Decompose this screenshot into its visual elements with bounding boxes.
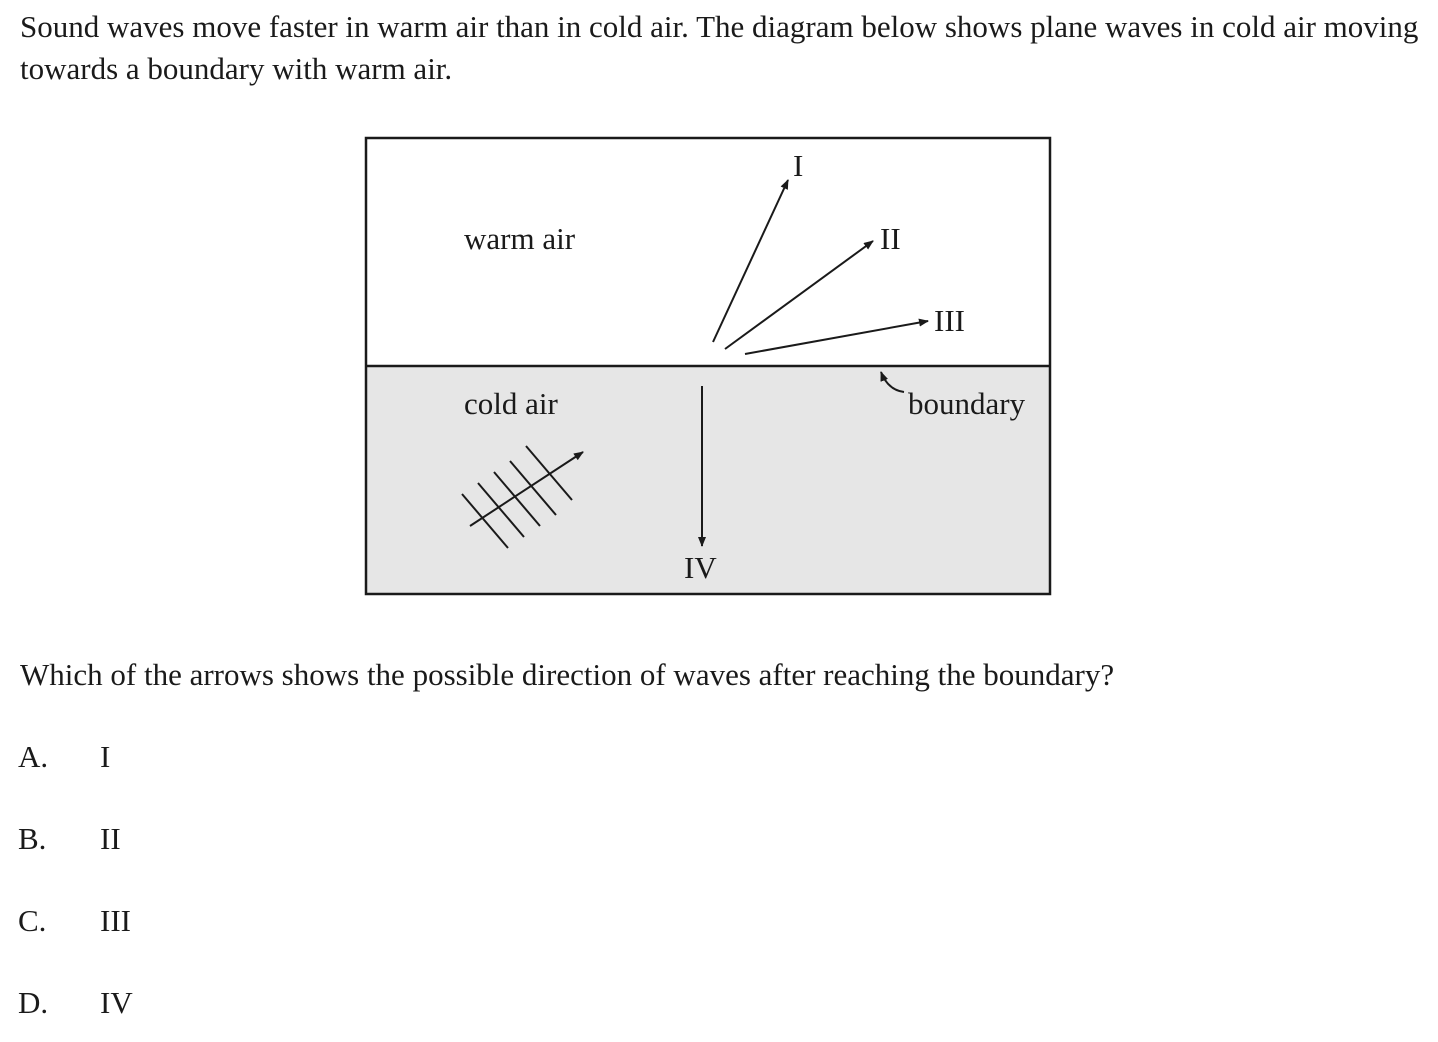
- option-d[interactable]: [18, 982, 133, 1024]
- option-d-letter: D.: [18, 985, 49, 1020]
- question-text: Which of the arrows shows the possible direction of waves after reaching the boundary?: [20, 657, 1115, 692]
- option-c-text: III: [100, 903, 131, 938]
- intro-text: Sound waves move faster in warm air than in cold air. The diagram below shows plane waves in cold air moving towards a boundary with warm air.: [20, 9, 1419, 86]
- arrow-iv-label: IV: [684, 550, 717, 585]
- cold-air-label: cold air: [464, 386, 558, 421]
- option-b-text: II: [100, 821, 121, 856]
- option-c-letter: C.: [18, 903, 47, 938]
- option-a-letter: A.: [18, 739, 49, 774]
- option-a-text: I: [100, 739, 111, 774]
- option-a[interactable]: [18, 736, 110, 778]
- option-d-text: IV: [100, 985, 133, 1020]
- option-c[interactable]: [18, 900, 131, 942]
- arrow-ii-label: II: [880, 221, 901, 256]
- option-b[interactable]: [18, 818, 121, 860]
- boundary-label: boundary: [908, 386, 1026, 421]
- option-b-letter: B.: [18, 821, 47, 856]
- arrow-i-label: I: [793, 148, 804, 183]
- arrow-iii-label: III: [934, 303, 965, 338]
- warm-air-label: warm air: [464, 221, 576, 256]
